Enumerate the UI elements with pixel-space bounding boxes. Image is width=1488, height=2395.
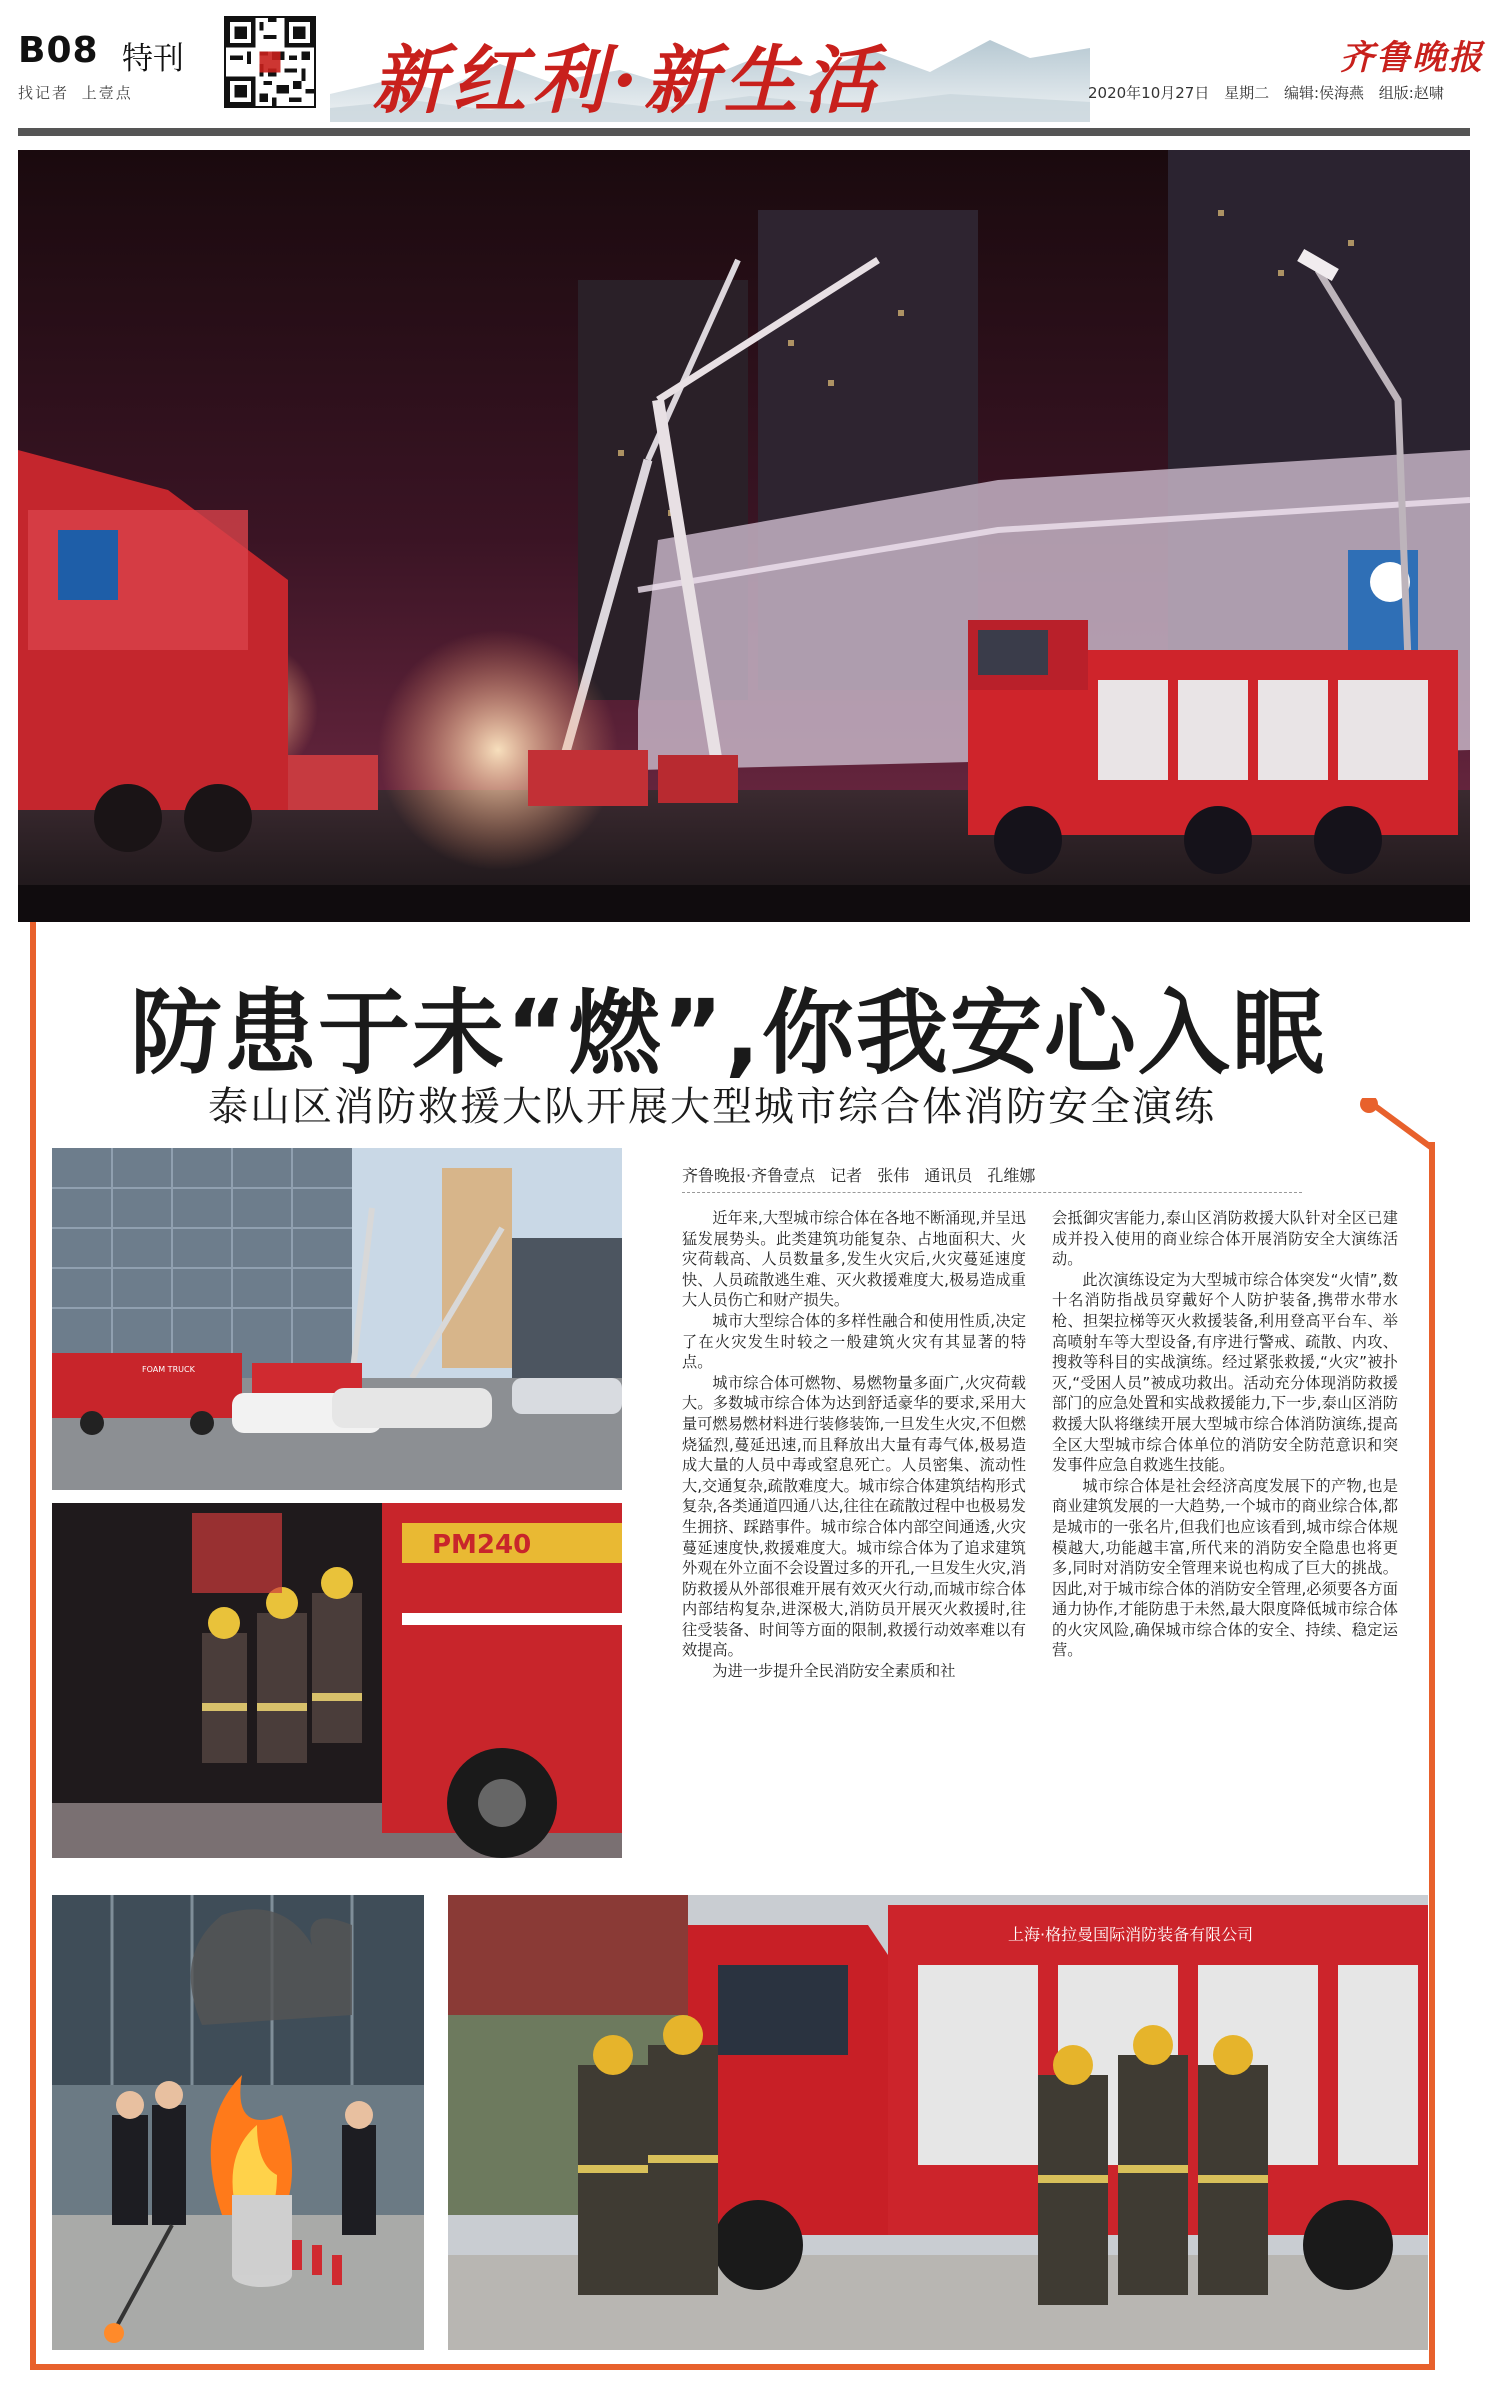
photo-firefighters-in-gear: [448, 1895, 1428, 2350]
hero-photo-night-drill: [18, 150, 1470, 922]
article-column-1: [682, 1208, 1026, 1682]
newspaper-brand-logo: 齐鲁晚报: [1340, 38, 1484, 78]
masthead-divider: [18, 128, 1470, 136]
masthead-tagline: 找记者 上壹点: [18, 84, 133, 102]
qr-code-icon: [226, 18, 314, 106]
article-headline: 防患于未“燃”,你我安心入眠: [130, 980, 1326, 1087]
issue-editor: 编辑:侯海燕: [1283, 84, 1364, 102]
article-paragraph: 城市大型综合体的多样性融合和使用性质,决定了在火灾发生时较之一般建筑火灾有其显著的特点。: [682, 1311, 1026, 1372]
frame-corner-accent: [1355, 1098, 1455, 1158]
frame-right-line: [1429, 1142, 1435, 2370]
photo-firefighters-beside-truck: [52, 1503, 622, 1858]
page-number: B08: [18, 30, 99, 71]
photo-trucks-at-complex: [52, 1148, 622, 1490]
article-paragraph-continued: 会抵御灾害能力,泰山区消防救援大队针对全区已建成并投入使用的商业综合体开展消防安全大演练活动。: [1052, 1209, 1398, 1269]
article-paragraph: 为进一步提升全民消防安全素质和社: [712, 1662, 956, 1681]
issue-date: 2020年10月27日: [1088, 84, 1210, 102]
photo-truck-label: 上海·格拉曼国际消防装备有限公司: [1008, 1925, 1254, 1944]
qr-code[interactable]: [224, 16, 316, 108]
issue-weekday: 星期二: [1224, 84, 1270, 102]
article-paragraph: 城市综合体是社会经济高度发展下的产物,也是商业建筑发展的一大趋势,一个城市的商业综合体,都是城市的一张名片,但我们也应该看到,城市综合体规模越大,功能越丰富,所代来的消防安全隐患也将更多,同时对消防安全管理来说也构成了巨大的挑战。因此,对于城市综合体的消防安全管理,必须要各方面通力协作,才能防患于未然,最大限度降低城市综合体的火灾风险,确保城市综合体的安全、持续、稳定运营。: [1052, 1476, 1398, 1660]
issue-meta: [1088, 82, 1444, 103]
article-subheadline: 泰山区消防救援大队开展大型城市综合体消防安全演练: [208, 1084, 1216, 1130]
article-byline: 齐鲁晚报·齐鲁壹点 记者 张伟 通讯员 孔维娜: [682, 1163, 1302, 1193]
article-paragraph: 近年来,大型城市综合体在各地不断涌现,并呈迅猛发展势头。此类建筑功能复杂、占地面积大、火灾荷载高、人员数量多,发生火灾后,火灾蔓延速度快、人员疏散逃生难、灭火救援难度大,极易造成重大人员伤亡和财产损失。: [682, 1209, 1026, 1310]
photo-extinguisher-drill: [52, 1895, 424, 2350]
issue-layout: 组版:赵啸: [1378, 84, 1444, 102]
photo-truck-label: PM240: [432, 1530, 532, 1560]
frame-bottom-line: [30, 2364, 1435, 2370]
article-paragraph: 城市综合体可燃物、易燃物量多面广,火灾荷载大。多数城市综合体为达到舒适豪华的要求,采用大量可燃易燃材料进行装修装饰,一旦发生火灾,不但燃烧猛烈,蔓延迅速,而且释放出大量有毒气体,极易造成大量的人员中毒或窒息死亡。人员密集、流动性大,交通复杂,疏散难度大。城市综合体建筑结构形式复杂,各类通道四通八达,往往在疏散过程中也极易发生拥挤、踩踏事件。城市综合体内部空间通透,火灾蔓延速度快,救援难度大。城市综合体为了追求建筑外观在外立面不会设置过多的开孔,一旦发生火灾,消防救援从外部很难开展有效灭火行动,而城市综合体内部结构复杂,进深极大,消防员开展灭火救援时,往往受装备、时间等方面的限制,救援行动效率难以有效提高。: [682, 1373, 1026, 1660]
photo-truck-label: FOAM TRUCK: [142, 1365, 195, 1374]
article-paragraph: 此次演练设定为大型城市综合体突发“火情”,数十名消防指战员穿戴好个人防护装备,携带水带水枪、担架拉梯等灭火救援装备,利用登高平台车、举高喷射车等大型设备,有序进行警戒、疏散、内攻、搜救等科目的实战演练。经过紧张救援,“火灾”被扑灭,“受困人员”被成功救出。活动充分体现消防救援部门的应急处置和实战救援能力,下一步,泰山区消防救援大队将继续开展大型城市综合体消防演练,提高全区大型城市综合体单位的消防安全防范意识和突发事件应急自救逃生技能。: [1052, 1270, 1398, 1475]
banner-title: 新红利·新生活: [372, 38, 884, 124]
section-name: 特刊: [122, 41, 184, 77]
article-column-2: [1052, 1208, 1398, 1661]
